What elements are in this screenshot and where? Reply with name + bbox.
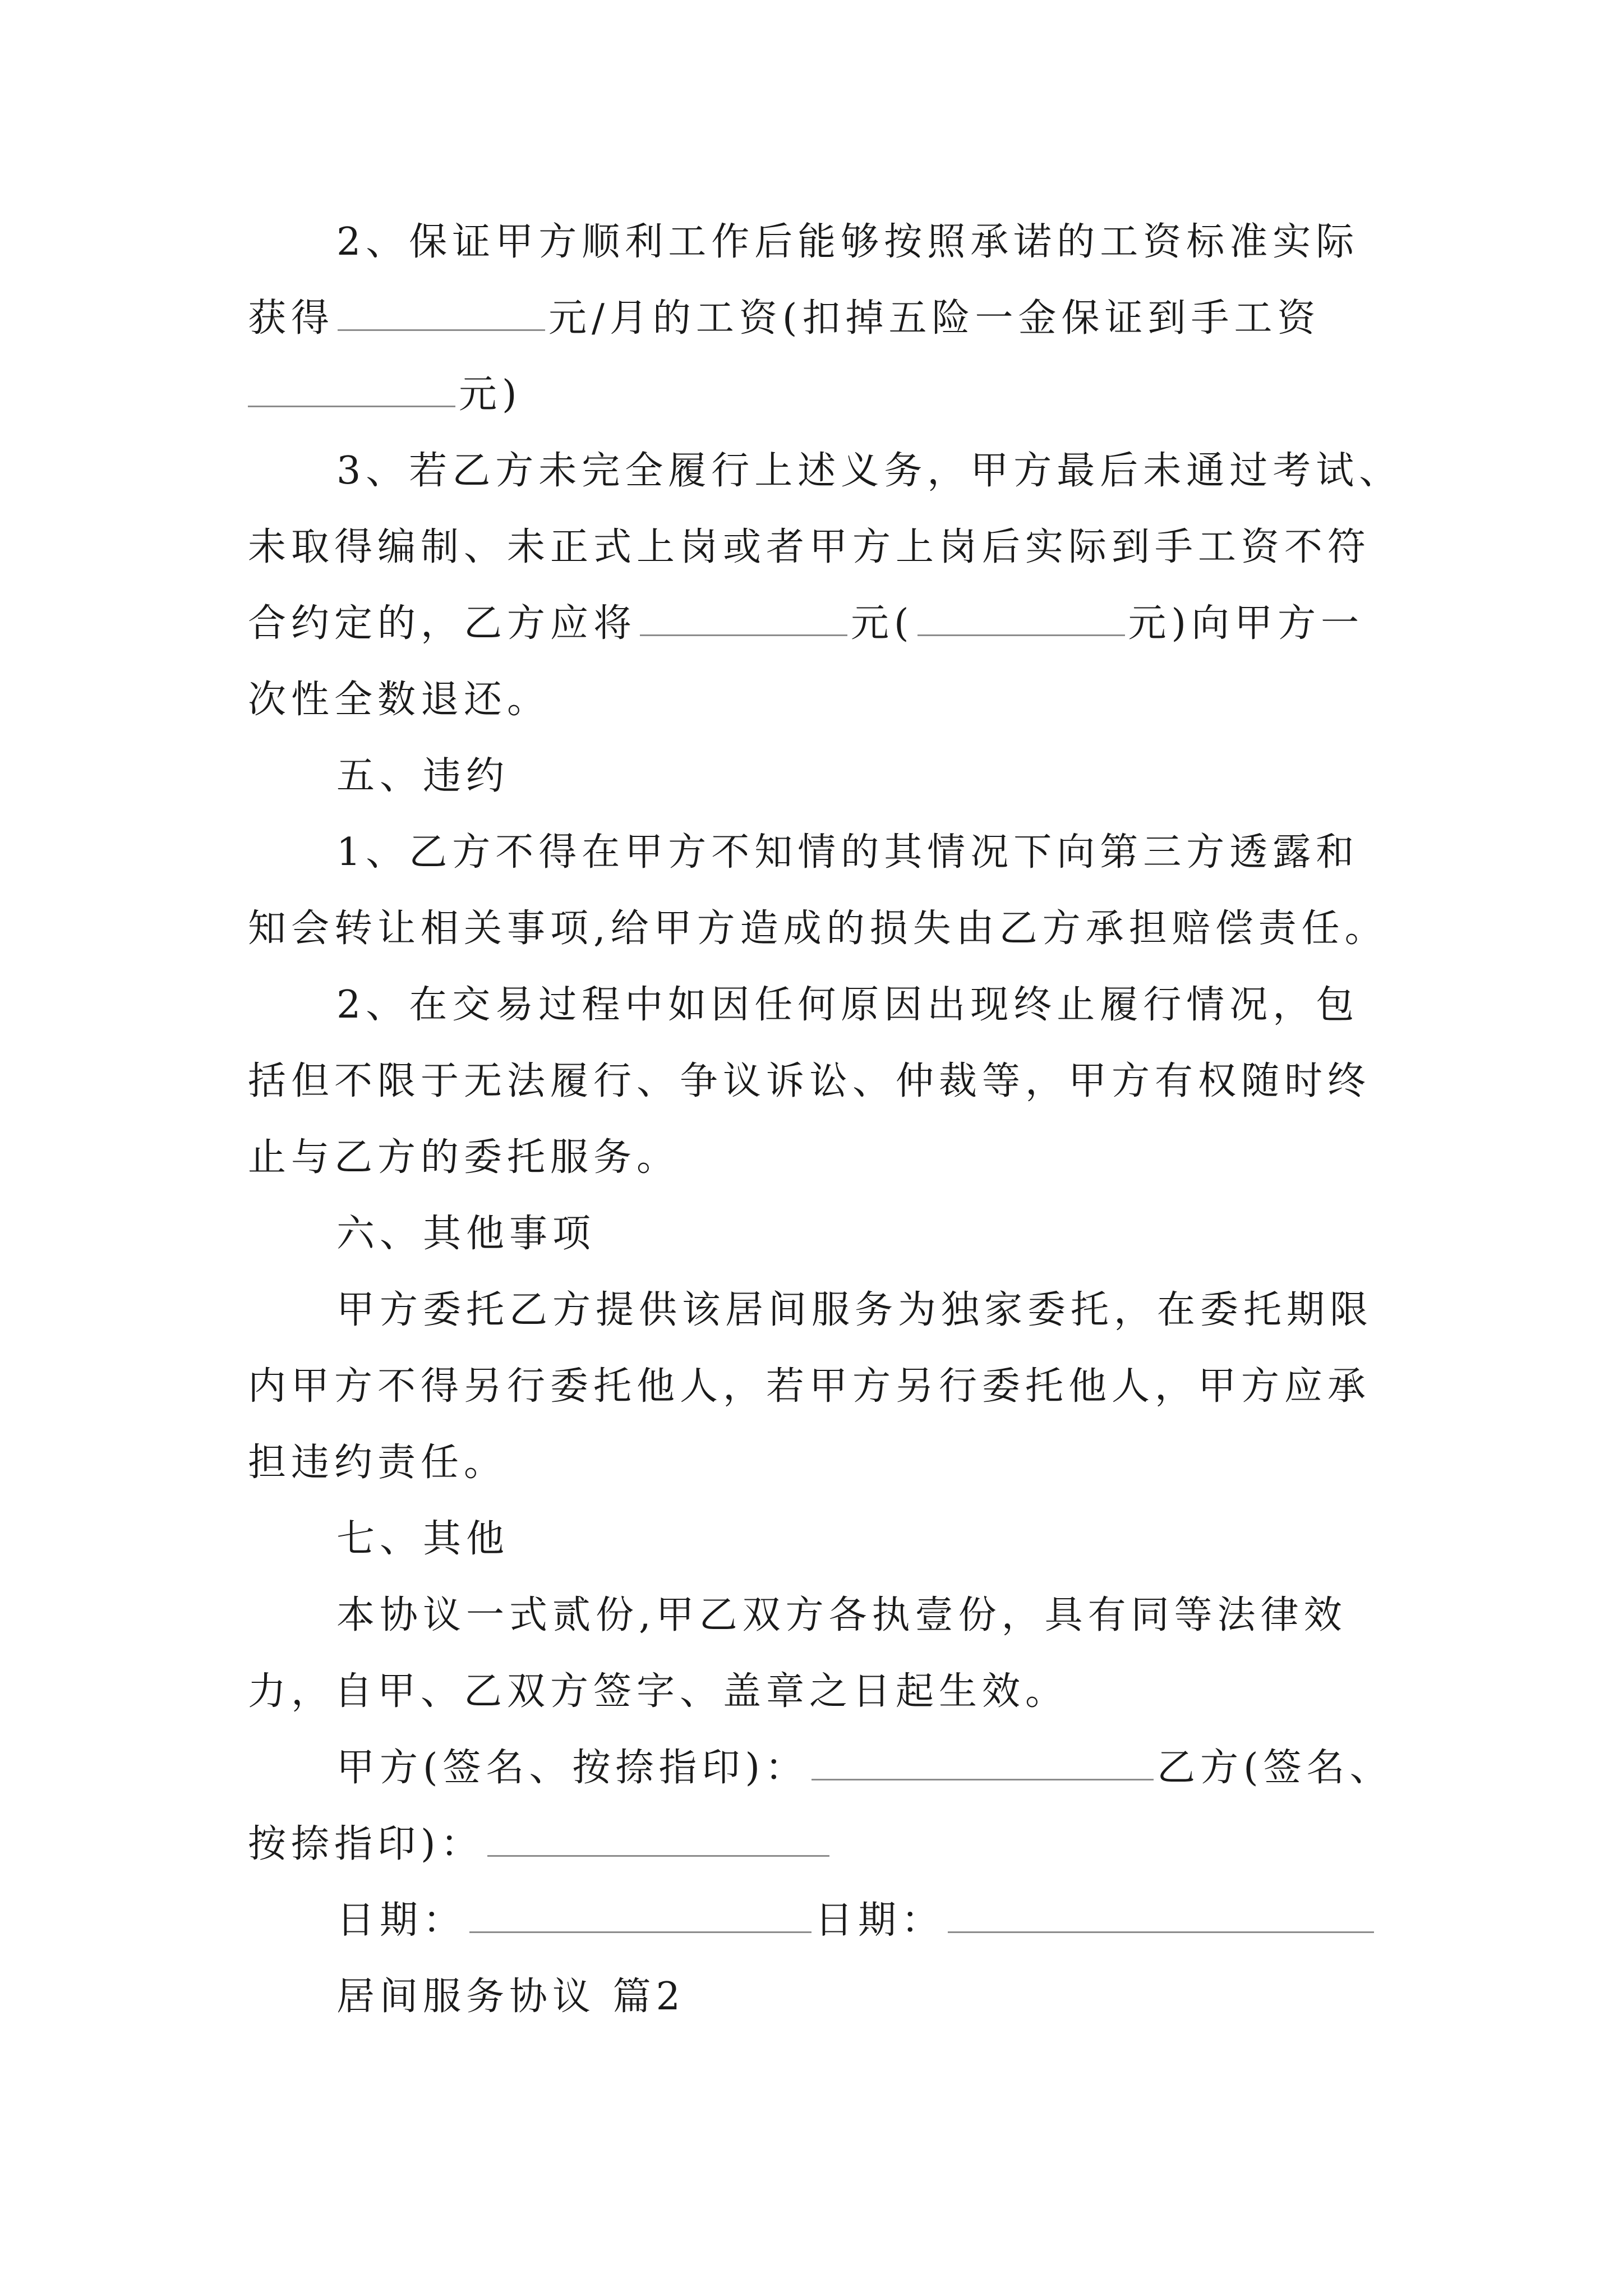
paragraph-line: 担违约责任。	[248, 1441, 508, 1485]
paragraph-line: 本协议一式贰份,甲乙双方各执壹份，具有同等法律效	[336, 1593, 1347, 1637]
paragraph-line	[248, 279, 1381, 358]
next-document-title: 居间服务协议 篇2	[336, 1975, 685, 2019]
date-line	[336, 1881, 1381, 1960]
text-segment: 获得	[248, 296, 335, 341]
text-segment: 合约定的，乙方应将	[248, 601, 637, 646]
paragraph-line: 次性全数退还。	[248, 678, 551, 722]
party-a-signature-blank	[811, 1737, 1154, 1780]
party-a-date-blank	[469, 1890, 811, 1933]
party-b-signature-blank	[487, 1814, 829, 1857]
signature-line	[248, 1805, 1381, 1884]
party-b-signature-label: 乙方(签名、	[1157, 1746, 1393, 1790]
paragraph-line: 甲方委托乙方提供该居间服务为独家委托，在委托期限	[336, 1288, 1373, 1332]
paragraph-line: 知会转让相关事项,给甲方造成的损失由乙方承担赔偿责任。	[248, 907, 1388, 951]
section-heading: 六、其他事项	[336, 1212, 596, 1256]
fill-in-blank	[917, 593, 1125, 636]
paragraph-line	[248, 585, 1381, 663]
paragraph-line: 未取得编制、未正式上岗或者甲方上岗后实际到手工资不符	[248, 525, 1371, 569]
text-segment: 元)向甲方一	[1128, 601, 1364, 646]
section-heading: 七、其他	[336, 1517, 510, 1561]
party-a-signature-label: 甲方(签名、按捺指印)：	[336, 1746, 809, 1790]
signature-line	[336, 1729, 1393, 1807]
paragraph-line: 3、若乙方未完全履行上述义务，甲方最后未通过考试、	[336, 449, 1403, 493]
text-segment: 元)	[459, 372, 522, 417]
party-b-date-label: 日期：	[815, 1898, 945, 1943]
paragraph-line: 2、在交易过程中如因任何原因出现终止履行情况，包	[336, 983, 1359, 1027]
paragraph-line: 2、保证甲方顺利工作后能够按照承诺的工资标准实际	[336, 220, 1359, 264]
fill-in-blank	[640, 593, 847, 636]
paragraph-line: 内甲方不得另行委托他人，若甲方另行委托他人，甲方应承	[248, 1364, 1371, 1409]
fill-in-blank	[248, 364, 455, 407]
fill-in-blank	[338, 288, 545, 331]
paragraph-line: 止与乙方的委托服务。	[248, 1135, 680, 1180]
paragraph-line	[248, 356, 1381, 434]
text-segment: 元/月的工资(扣掉五险一金保证到手工资	[548, 296, 1321, 341]
party-a-date-label: 日期：	[336, 1898, 467, 1943]
paragraph-line: 力，自甲、乙双方签字、盖章之日起生效。	[248, 1669, 1069, 1714]
text-segment: 元(	[851, 601, 914, 646]
paragraph-line: 1、乙方不得在甲方不知情的其情况下向第三方透露和	[336, 830, 1359, 875]
paragraph-line: 括但不限于无法履行、争议诉讼、仲裁等，甲方有权随时终	[248, 1059, 1371, 1103]
party-b-signature-label-cont: 按捺指印)：	[248, 1822, 484, 1866]
section-heading: 五、违约	[336, 754, 510, 798]
party-b-date-blank	[948, 1890, 1374, 1933]
